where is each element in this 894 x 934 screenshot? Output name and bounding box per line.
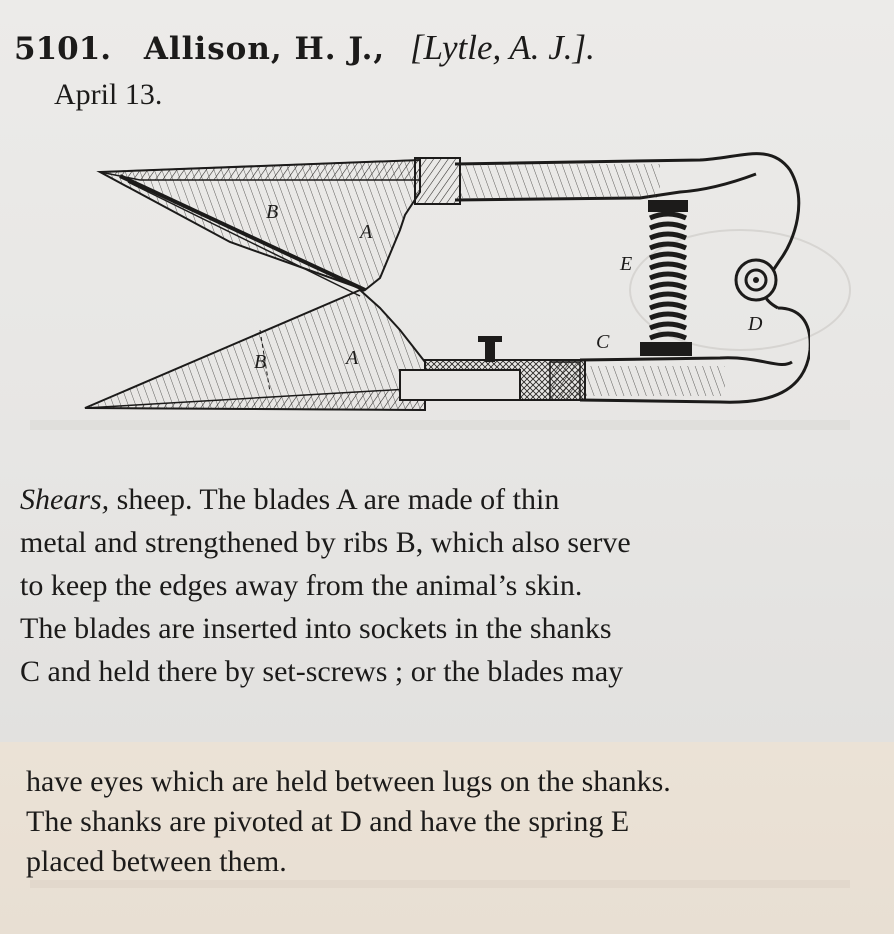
patent-number: 5101. [14,31,112,67]
description-line-1-rest: sheep. The blades A are made of thin [109,483,560,516]
figure-label-c: C [596,331,610,353]
inventor-name: Allison, H. J., [143,31,386,67]
description-line-3: to keep the edges away from the animal’s skin. [20,569,583,602]
description-line-2: metal and strengthened by ribs B, which also serve [20,526,631,559]
spring-e [640,200,692,356]
description-paragraph-upper [20,478,870,693]
patent-heading [14,28,595,69]
description-line-7: The shanks are pivoted at D and have the spring E [26,805,630,838]
figure-label-b-upper: B [266,201,279,223]
figure-label-a-upper: A [360,221,373,243]
sheep-shears-illustration [80,130,810,420]
figure-label-b-lower: B [254,351,267,373]
figure-label-d: D [748,313,763,335]
lower-blade [85,290,425,410]
assignee-name: [Lytle, A. J.]. [409,28,595,67]
description-line-1 [20,478,870,521]
pivot-d [736,260,776,300]
description-paragraph-lower [26,762,886,882]
description-line-6: have eyes which are held between lugs on the shanks. [26,765,671,798]
subject-term: Shears, [20,483,110,516]
figure-label-e: E [620,253,633,275]
description-line-4: The blades are inserted into sockets in the shanks [20,612,612,645]
description-line-5: C and held there by set-screws ; or the blades may [20,655,624,688]
description-line-8: placed between them. [26,845,287,878]
figure-label-a-lower: A [346,347,359,369]
patent-date: April 13. [54,78,163,111]
